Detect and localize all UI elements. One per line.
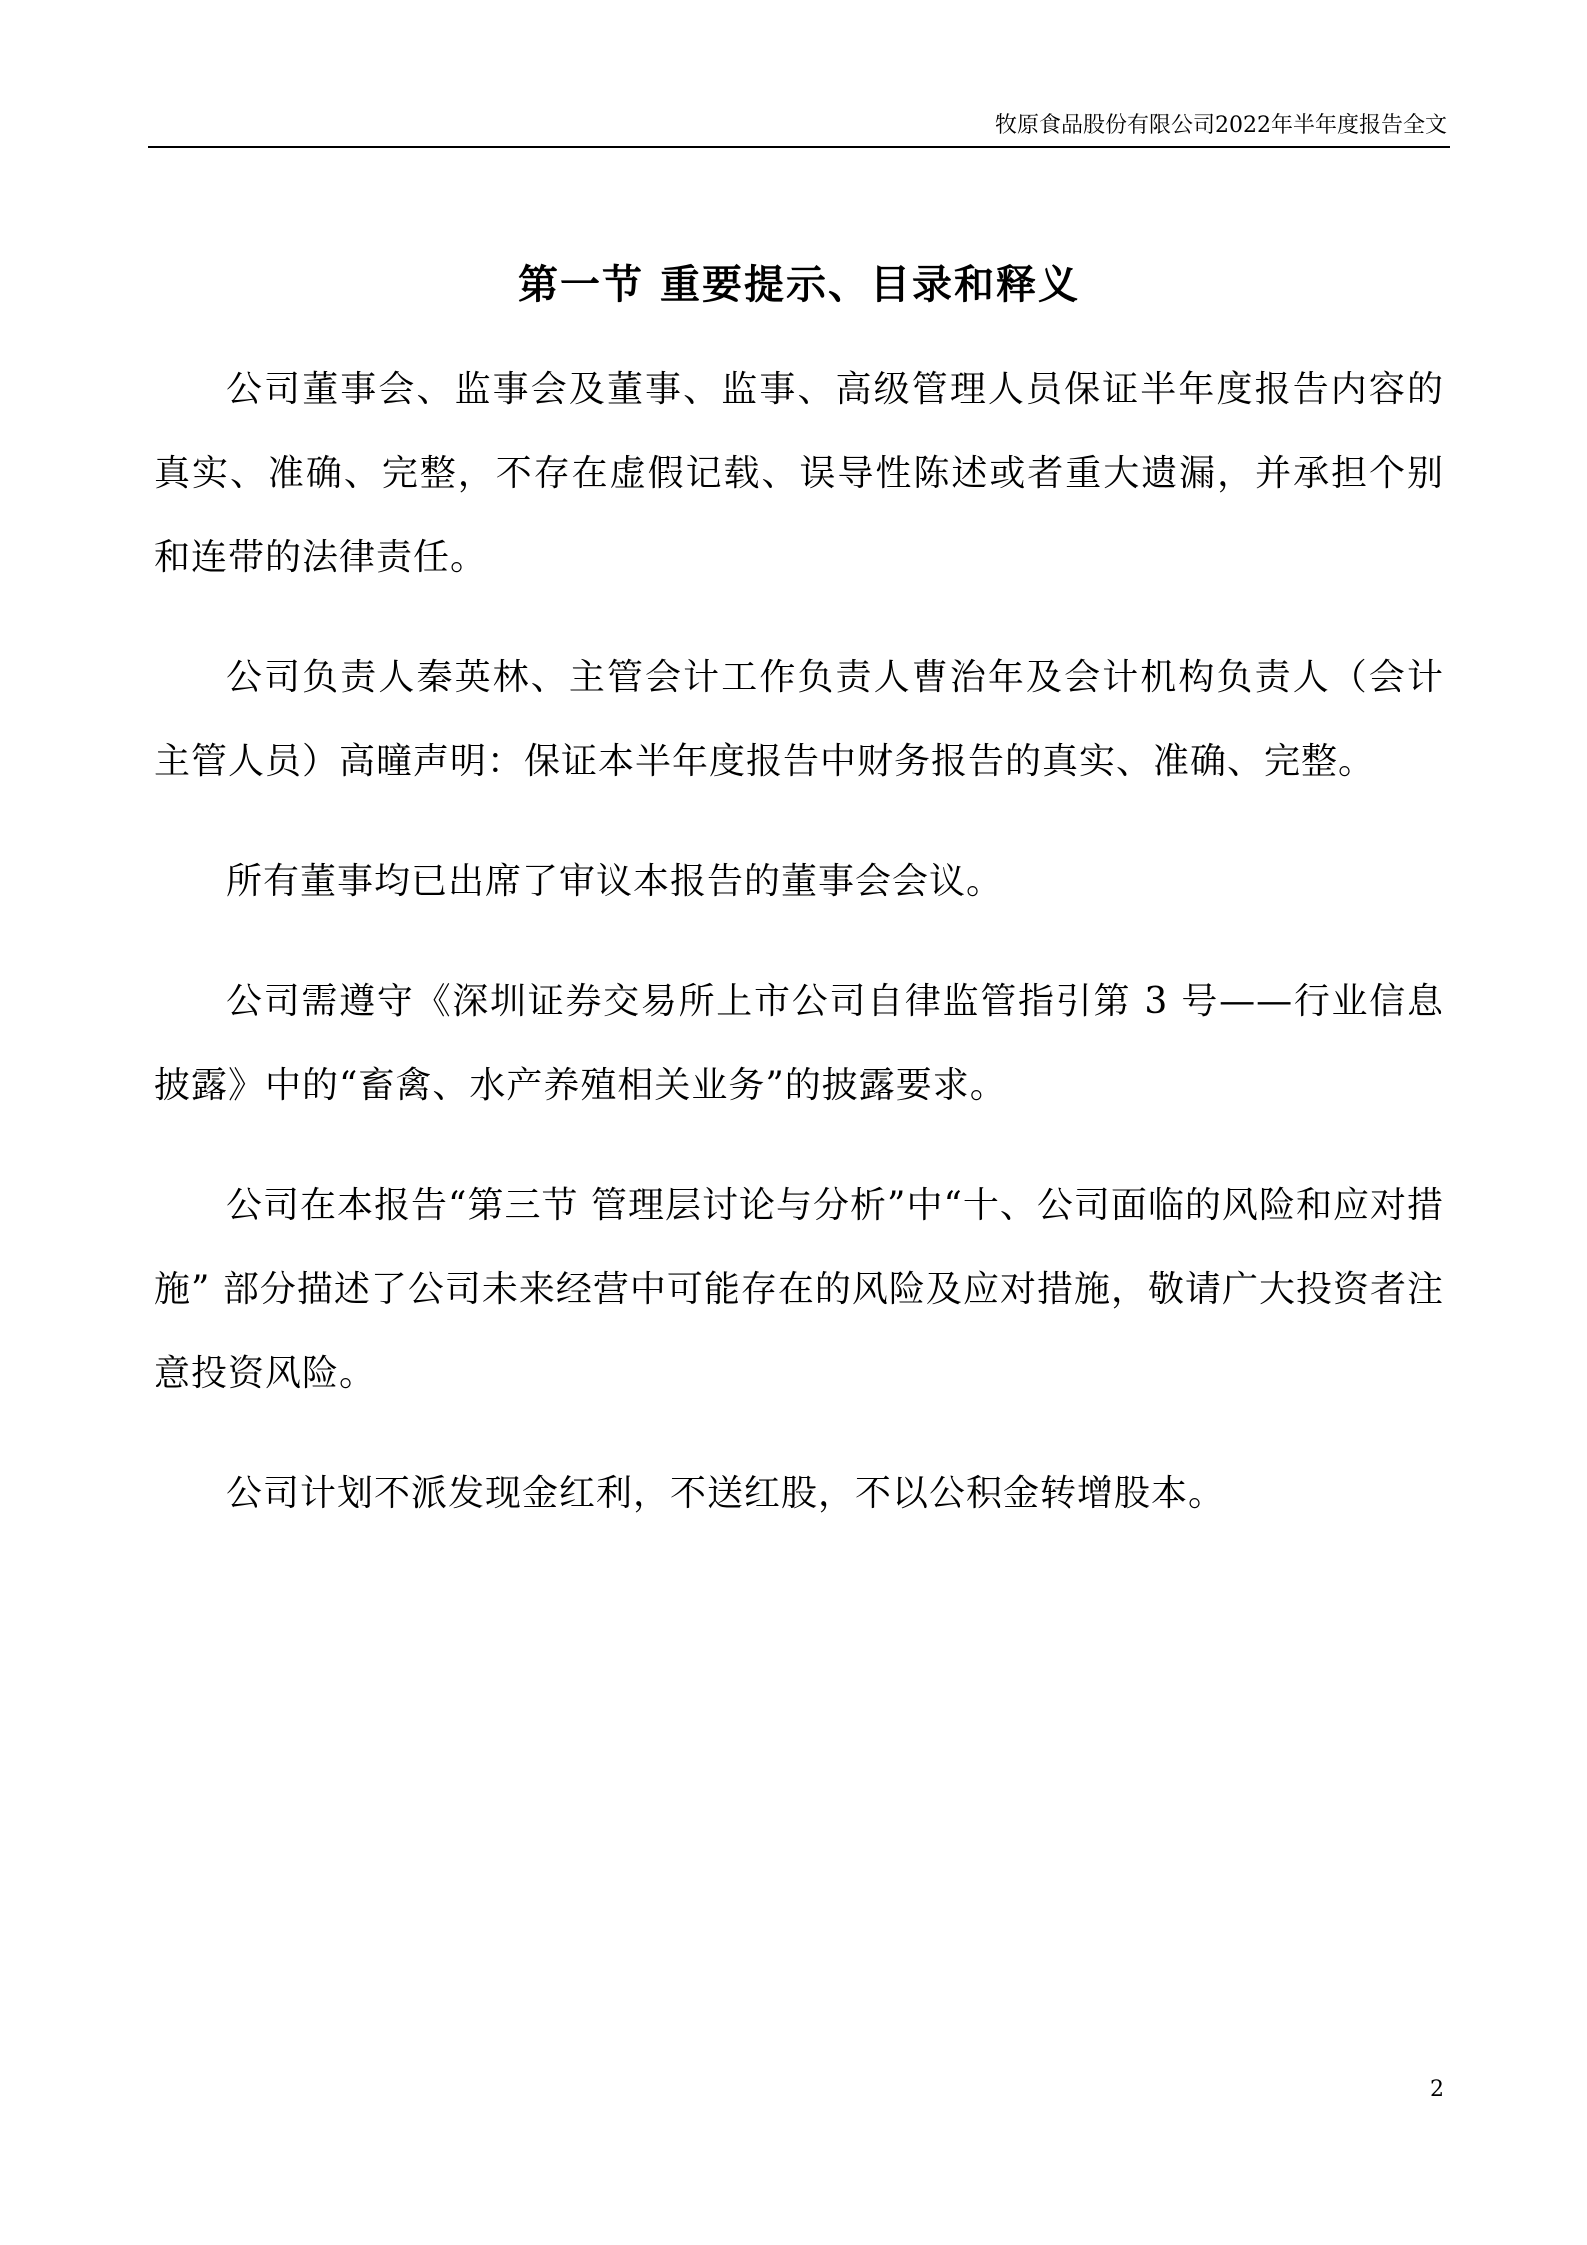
section-title: 第一节 重要提示、目录和释义	[518, 260, 1080, 308]
paragraph-disclosure-requirement: 公司需遵守《深圳证券交易所上市公司自律监管指引第 3 号——行业信息披露》中的“畜禽、水产养殖相关业务”的披露要求。	[154, 981, 1444, 1106]
paragraph-responsibility-statement: 公司董事会、监事会及董事、监事、高级管理人员保证半年度报告内容的真实、准确、完整，不存在虚假记载、误导性陈述或者重大遗漏，并承担个别和连带的法律责任。	[154, 369, 1444, 578]
paragraph-financial-statement-declaration: 公司负责人秦英林、主管会计工作负责人曹治年及会计机构负责人（会计主管人员）高曈声明：保证本半年度报告中财务报告的真实、准确、完整。	[154, 657, 1444, 782]
running-header: 牧原食品股份有限公司2022年半年度报告全文	[995, 113, 1447, 138]
page-number: 2	[1430, 2077, 1444, 2102]
header-divider	[148, 146, 1450, 148]
paragraph-board-attendance: 所有董事均已出席了审议本报告的董事会会议。	[226, 861, 1004, 902]
body-text	[154, 348, 1444, 1572]
paragraph-dividend-plan: 公司计划不派发现金红利，不送红股，不以公积金转增股本。	[226, 1473, 1226, 1514]
paragraph-risk-notice: 公司在本报告“第三节 管理层讨论与分析”中“十、公司面临的风险和应对措施” 部分描述了公司未来经营中可能存在的风险及应对措施，敬请广大投资者注意投资风险。	[154, 1185, 1444, 1394]
